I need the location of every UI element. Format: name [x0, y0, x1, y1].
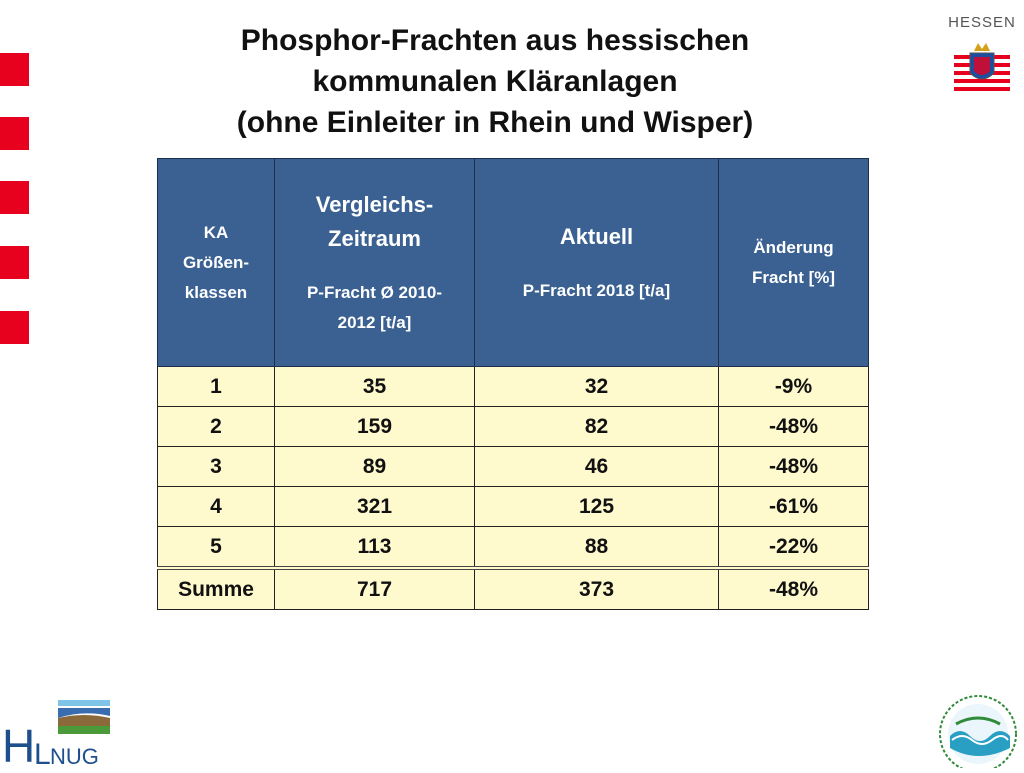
cell-sum-label: Summe — [158, 568, 275, 610]
header-vergleich-title: Vergleichs-Zeitraum — [315, 191, 434, 251]
cell-vergleich: 35 — [275, 367, 475, 407]
cell-aktuell: 82 — [475, 407, 719, 447]
hessen-logo — [948, 14, 1016, 98]
cell-klasse: 1 — [158, 367, 275, 407]
cell-vergleich: 159 — [275, 407, 475, 447]
cell-aktuell: 88 — [475, 527, 719, 569]
svg-text:NUG: NUG — [50, 744, 99, 768]
cell-aenderung: -9% — [719, 367, 869, 407]
header-ka-groessenklassen: KA Größen-klassen — [158, 159, 275, 367]
cell-klasse: 2 — [158, 407, 275, 447]
title-line-2: kommunalen Kläranlagen — [312, 65, 678, 98]
table-row — [158, 527, 869, 569]
cell-vergleich: 89 — [275, 447, 475, 487]
wrrl-emblem-icon — [930, 690, 1024, 768]
header-aktuell — [475, 159, 719, 367]
header-aktuell-sub: P-Fracht 2018 [t/a] — [522, 280, 671, 300]
table-row — [158, 367, 869, 407]
table-row — [158, 487, 869, 527]
cell-sum-vergleich: 717 — [275, 568, 475, 610]
header-vergleichszeitraum — [275, 159, 475, 367]
red-square — [0, 117, 29, 150]
header-aenderung: Änderung Fracht [%] — [719, 159, 869, 367]
red-square — [0, 181, 29, 214]
table-row — [158, 407, 869, 447]
table-header-row — [158, 159, 869, 367]
cell-klasse: 4 — [158, 487, 275, 527]
title-line-3: (ohne Einleiter in Rhein und Wisper) — [236, 106, 754, 139]
table-row — [158, 447, 869, 487]
cell-sum-aktuell: 373 — [475, 568, 719, 610]
cell-vergleich: 321 — [275, 487, 475, 527]
cell-aktuell: 32 — [475, 367, 719, 407]
cell-vergleich: 113 — [275, 527, 475, 569]
hessen-logo-text: HESSEN — [948, 14, 1016, 31]
cell-aktuell: 125 — [475, 487, 719, 527]
hlnug-logo-icon — [0, 696, 120, 768]
phosphor-table — [157, 158, 869, 610]
wasserrahmenrichtlinie-logo — [930, 690, 1024, 768]
svg-text:L: L — [34, 738, 51, 768]
cell-sum-aenderung: -48% — [719, 568, 869, 610]
cell-aenderung: -61% — [719, 487, 869, 527]
header-vergleich-sub: P-Fracht Ø 2010-2012 [t/a] — [306, 282, 443, 332]
cell-klasse: 3 — [158, 447, 275, 487]
cell-klasse: 5 — [158, 527, 275, 569]
hlnug-logo — [0, 696, 120, 768]
title-line-1: Phosphor-Frachten aus hessischen — [240, 24, 750, 57]
red-square — [0, 246, 29, 279]
header-aktuell-title: Aktuell — [559, 223, 634, 249]
red-square — [0, 311, 29, 344]
cell-aenderung: -48% — [719, 447, 869, 487]
cell-aktuell: 46 — [475, 447, 719, 487]
cell-aenderung: -48% — [719, 407, 869, 447]
cell-aenderung: -22% — [719, 527, 869, 569]
table-sum-row — [158, 568, 869, 610]
red-square — [0, 53, 29, 86]
svg-text:H: H — [2, 720, 36, 768]
slide-title — [150, 20, 840, 143]
hessen-coat-of-arms-icon — [948, 31, 1016, 93]
